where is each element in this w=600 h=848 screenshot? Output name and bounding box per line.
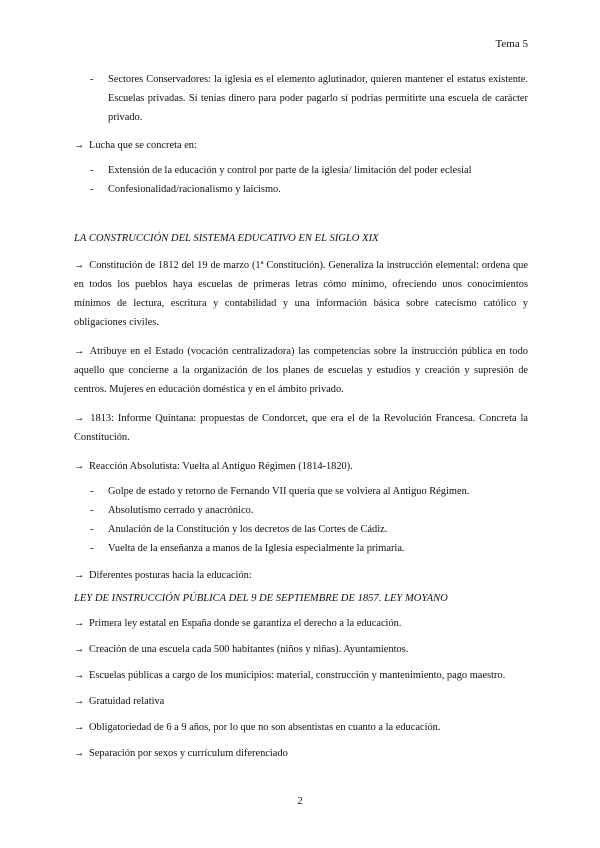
arrow-icon: →	[74, 346, 85, 357]
informe-paragraph: → 1813: Informe Quintana: propuestas de Condorcet, que era el de la Revolución Francesa. Concreta la Constitución.	[74, 413, 528, 443]
moyano-item: → Escuelas públicas a cargo de los municipios: material, construcción y mantenimiento, pago maestro.	[74, 670, 506, 681]
moyano-item: → Gratuidad relativa	[74, 696, 165, 707]
arrow-icon: →	[74, 140, 85, 151]
arrow-icon: →	[74, 696, 85, 707]
constitucion-paragraph: → Constitución de 1812 del 19 de marzo (1ª Constitución). Generaliza la instrucción elemental: ordena que en todos los pueblos haya escuelas de primeras letras cómo mínimo, ofreciendo unos conocimientos mínimos de lectura, escritura y contabilidad y una información básica sobre catecismo católico y obligaciones civiles.	[74, 260, 528, 328]
section-heading-ley-moyano: LEY DE INSTRUCCIÓN PÚBLICA DEL 9 DE SEPTIEMBRE DE 1857. LEY MOYANO	[74, 593, 448, 604]
posturas-paragraph: → Diferentes posturas hacia la educación:	[74, 570, 252, 581]
moyano-item: → Separación por sexos y currículum diferenciado	[74, 748, 288, 759]
arrow-icon: →	[74, 670, 85, 681]
list-item: - Vuelta de la enseñanza a manos de la Iglesia especialmente la primaria.	[74, 539, 528, 558]
lucha-list	[74, 161, 528, 199]
list-item: - Anulación de la Constitución y los decretos de las Cortes de Cádiz.	[74, 520, 528, 539]
arrow-icon: →	[74, 748, 85, 759]
arrow-icon: →	[74, 413, 85, 424]
list-item: - Confesionalidad/racionalismo y laicismo.	[74, 180, 528, 199]
arrow-icon: →	[74, 461, 85, 472]
lucha-intro: → Lucha que se concreta en:	[74, 140, 197, 151]
arrow-icon: →	[74, 260, 85, 271]
page-header: Tema 5	[495, 38, 528, 50]
atribuye-paragraph: → Atribuye en el Estado (vocación centralizadora) las competencias sobre la instrucción pública en todo aquello que concierne a la organización de los planes de escuelas y estudios y creación y supresión de centros. Mujeres en educación doméstica y en el ámbito privado.	[74, 346, 528, 395]
list-item: - Absolutismo cerrado y anacrónico.	[74, 501, 528, 520]
list-item: - Sectores Conservadores: la iglesia es el elemento aglutinador, quieren mantener el estatus existente. Escuelas privadas. Sí tenías dinero para poder pagarlo sí podrías permitirte una escuela de carácter privado.	[74, 70, 528, 127]
conservadores-list	[74, 70, 528, 127]
moyano-item: → Obligatoriedad de 6 a 9 años, por lo que no son absentistas en cuanto a la educación.	[74, 722, 441, 733]
reaccion-list	[74, 482, 528, 558]
section-heading-siglo-xix: LA CONSTRUCCIÓN DEL SISTEMA EDUCATIVO EN EL SIGLO XIX	[74, 233, 379, 244]
arrow-icon: →	[74, 722, 85, 733]
list-item: - Golpe de estado y retorno de Fernando VII quería que se volviera al Antiguo Régimen.	[74, 482, 528, 501]
list-item: - Extensión de la educación y control por parte de la iglesia/ limitación del poder eclesial	[74, 161, 528, 180]
arrow-icon: →	[74, 644, 85, 655]
reaccion-paragraph: → Reacción Absolutista: Vuelta al Antiguo Régimen (1814-1820).	[74, 461, 353, 472]
moyano-item: → Primera ley estatal en España donde se garantiza el derecho a la educación.	[74, 618, 402, 629]
document-body	[74, 70, 528, 763]
arrow-icon: →	[74, 570, 85, 581]
arrow-icon: →	[74, 618, 85, 629]
page-number: 2	[297, 795, 303, 807]
moyano-item: → Creación de una escuela cada 500 habitantes (niños y niñas). Ayuntamientos.	[74, 644, 409, 655]
